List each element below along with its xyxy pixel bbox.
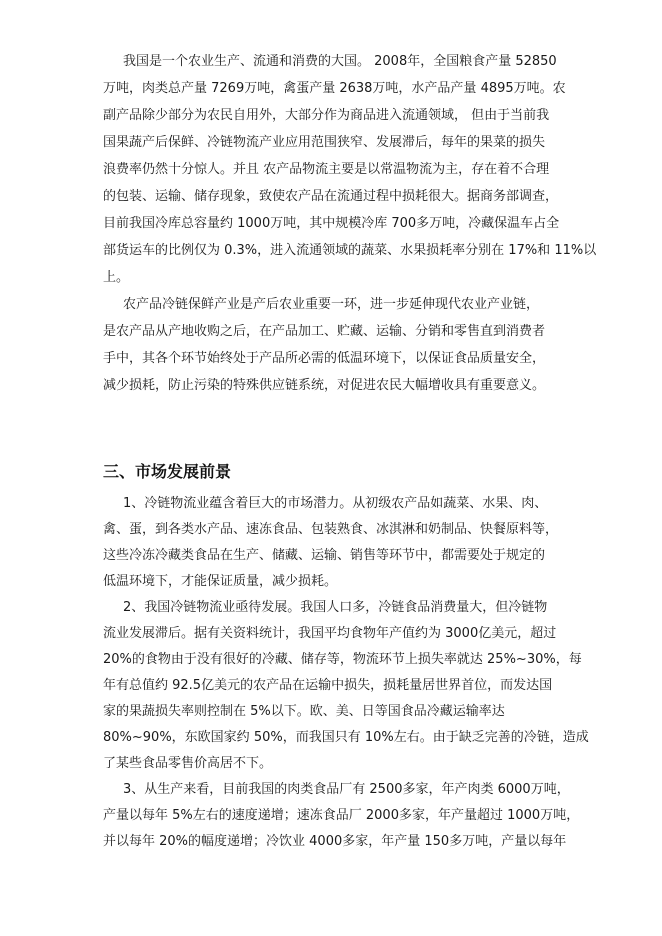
text-line: 的包装、运输、储存现象，致使农产品在流通过程中损耗很大。据商务部调查， <box>103 189 559 204</box>
text-line: 年有总值约 92.5亿美元的农产品在运输中损失，损耗量居世界首位，而发达国 <box>103 678 553 693</box>
text-line: 我国是一个农业生产、流通和消费的大国。 2008年，全国粮食产量 52850 <box>123 54 557 69</box>
text-line: 目前我国冷库总容量约 1000万吨，其中规模冷库 700多万吨，冷藏保温车占全 <box>103 216 560 231</box>
text-line: 2、我国冷链物流业亟待发展。我国人口多，冷链食品消费量大，但冷链物 <box>123 600 548 615</box>
text-line: 农产品冷链保鲜产业是产后农业重要一环，进一步延伸现代农业产业链， <box>123 297 540 312</box>
text-line: 家的果蔬损失率则控制在 5%以下。欧、美、日等国食品冷藏运输率达 <box>103 704 505 719</box>
text-line: 产量以每年 5%左右的速度递增；速冻食品厂 2000多家，年产量超过 1000万吨， <box>103 808 580 823</box>
section-heading: 三、市场发展前景 <box>103 462 232 481</box>
text-line: 副产品除少部分为农民自用外，大部分作为商品进入流通领域， 但由于当前我 <box>103 108 550 123</box>
text-line: 万吨，肉类总产量 7269万吨，禽蛋产量 2638万吨，水产品产量 4895万吨。农 <box>103 81 566 96</box>
text-line: 20%的食物由于没有很好的冷藏、储存等，物流环节上损失率就达 25%~30%，每 <box>103 652 582 667</box>
text-line: 是农产品从产地收购之后，在产品加工、贮藏、运输、分销和零售直到消费者 <box>103 324 546 339</box>
text-line: 并以每年 20%的幅度递增；冷饮业 4000多家，年产量 150多万吨，产量以每年 <box>103 834 567 849</box>
text-line: 减少损耗，防止污染的特殊供应链系统，对促进农民大幅增收具有重要意义。 <box>103 378 546 393</box>
text-line: 这些冷冻冷藏类食品在生产、储藏、运输、销售等环节中，都需要处于规定的 <box>103 548 546 563</box>
text-line: 上。 <box>103 270 130 285</box>
text-line: 1、冷链物流业蕴含着巨大的市场潜力。从初级农产品如蔬菜、水果、肉、 <box>123 496 548 511</box>
text-line: 了某些食品零售价高居不下。 <box>103 756 273 771</box>
text-line: 禽、蛋，到各类水产品、速冻食品、包装熟食、冰淇淋和奶制品、快餐原料等， <box>103 522 559 537</box>
text-line: 手中，其各个环节始终处于产品所必需的低温环境下，以保证食品质量安全， <box>103 351 546 366</box>
text-line: 低温环境下，才能保证质量，减少损耗。 <box>103 574 338 589</box>
text-line: 流业发展滞后。据有关资料统计，我国平均食物年产值约为 3000亿美元，超过 <box>103 626 557 641</box>
text-line: 国果蔬产后保鲜、冷链物流产业应用范围狭窄、发展滞后，每年的果菜的损失 <box>103 135 546 150</box>
text-line: 部货运车的比例仅为 0.3%，进入流通领域的蔬菜、水果损耗率分别在 17%和 11%以 <box>103 243 597 258</box>
text-line: 3、从生产来看，目前我国的肉类食品厂有 2500多家，年产肉类 6000万吨， <box>123 782 570 797</box>
text-line: 80%~90%，东欧国家约 50%，而我国只有 10%左右。由于缺乏完善的冷链，造成 <box>103 730 589 745</box>
text-line: 浪费率仍然十分惊人。并且 农产品物流主要是以常温物流为主，存在着不合理 <box>103 162 550 177</box>
